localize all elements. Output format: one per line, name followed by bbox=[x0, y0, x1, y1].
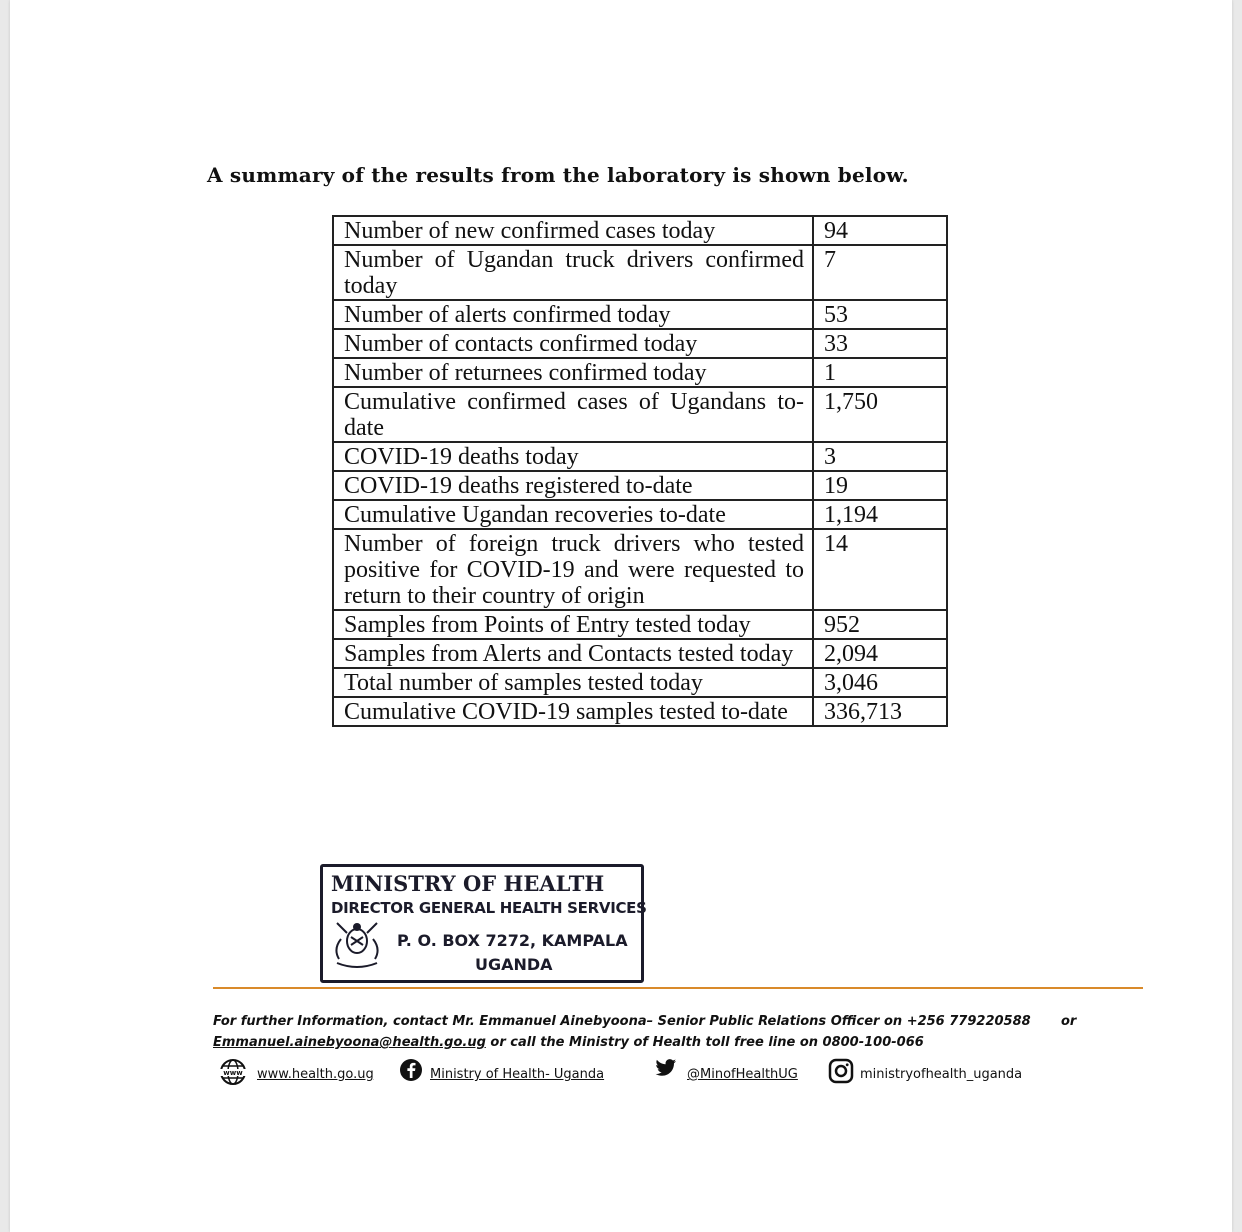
results-row bbox=[333, 300, 947, 329]
results-value-cell: 94 bbox=[813, 216, 947, 245]
results-value-cell: 3,046 bbox=[813, 668, 947, 697]
summary-heading: A summary of the results from the laboratory is shown below. bbox=[207, 163, 909, 187]
results-value-cell: 7 bbox=[813, 245, 947, 300]
contact-or: or bbox=[1061, 1014, 1077, 1029]
results-row bbox=[333, 668, 947, 697]
results-value-cell: 1,750 bbox=[813, 387, 947, 442]
results-row bbox=[333, 529, 947, 610]
lab-results-table bbox=[332, 215, 948, 727]
results-label-cell: Number of Ugandan truck drivers confirmed today bbox=[333, 245, 813, 300]
results-row bbox=[333, 245, 947, 300]
document-page bbox=[10, 0, 1232, 1232]
results-row bbox=[333, 329, 947, 358]
results-value-cell: 2,094 bbox=[813, 639, 947, 668]
instagram-link[interactable]: ministryofhealth_uganda bbox=[860, 1067, 1023, 1082]
svg-text:www: www bbox=[223, 1069, 243, 1077]
results-label-cell: Cumulative Ugandan recoveries to-date bbox=[333, 500, 813, 529]
results-value-cell: 14 bbox=[813, 529, 947, 610]
twitter-icon bbox=[655, 1058, 677, 1078]
twitter-link[interactable]: @MinofHealthUG bbox=[687, 1067, 798, 1082]
results-value-cell: 3 bbox=[813, 442, 947, 471]
results-label-cell: Number of returnees confirmed today bbox=[333, 358, 813, 387]
contact-email-link[interactable]: Emmanuel.ainebyoona@health.go.ug bbox=[213, 1035, 486, 1050]
results-value-cell: 33 bbox=[813, 329, 947, 358]
results-label-cell: Cumulative COVID-19 samples tested to-date bbox=[333, 697, 813, 726]
results-value-cell: 1,194 bbox=[813, 500, 947, 529]
results-label-cell: Number of contacts confirmed today bbox=[333, 329, 813, 358]
contact-line-2 bbox=[213, 1032, 1093, 1053]
results-row bbox=[333, 358, 947, 387]
results-label-cell: Samples from Alerts and Contacts tested today bbox=[333, 639, 813, 668]
stamp-country-line: UGANDA bbox=[475, 955, 553, 974]
results-label-cell: Total number of samples tested today bbox=[333, 668, 813, 697]
results-label-cell: Samples from Points of Entry tested today bbox=[333, 610, 813, 639]
results-label-cell: Cumulative confirmed cases of Ugandans to-date bbox=[333, 387, 813, 442]
results-label-cell: COVID-19 deaths registered to-date bbox=[333, 471, 813, 500]
contact-tollfree: or call the Ministry of Health toll free line on 0800-100-066 bbox=[485, 1035, 924, 1050]
results-row bbox=[333, 639, 947, 668]
results-value-cell: 1 bbox=[813, 358, 947, 387]
results-row bbox=[333, 500, 947, 529]
results-value-cell: 19 bbox=[813, 471, 947, 500]
results-value-cell: 53 bbox=[813, 300, 947, 329]
facebook-link[interactable]: Ministry of Health- Uganda bbox=[430, 1067, 605, 1082]
coat-of-arms-icon bbox=[329, 919, 385, 971]
results-row bbox=[333, 471, 947, 500]
stamp-address-line: P. O. BOX 7272, KAMPALA bbox=[397, 931, 628, 950]
results-label-cell: COVID-19 deaths today bbox=[333, 442, 813, 471]
results-value-cell: 952 bbox=[813, 610, 947, 639]
results-label-cell: Number of foreign truck drivers who tested positive for COVID-19 and were requested to return to their country of origin bbox=[333, 529, 813, 610]
ministry-stamp bbox=[320, 864, 647, 983]
results-row bbox=[333, 697, 947, 726]
globe-icon bbox=[218, 1058, 248, 1086]
results-row bbox=[333, 442, 947, 471]
footer-divider bbox=[213, 987, 1143, 989]
results-row bbox=[333, 610, 947, 639]
results-row bbox=[333, 387, 947, 442]
results-label-cell: Number of new confirmed cases today bbox=[333, 216, 813, 245]
instagram-icon bbox=[828, 1058, 854, 1084]
stamp-director-line: DIRECTOR GENERAL HEALTH SERVICES bbox=[331, 899, 647, 917]
contact-line-1: For further Information, contact Mr. Emmanuel Ainebyoona– Senior Public Relations Officer on +256 779220588 bbox=[213, 1014, 1031, 1029]
facebook-icon bbox=[399, 1058, 423, 1082]
website-link[interactable]: www.health.go.ug bbox=[257, 1067, 374, 1082]
results-row bbox=[333, 216, 947, 245]
contact-info bbox=[213, 1011, 1093, 1053]
stamp-ministry-line: MINISTRY OF HEALTH bbox=[331, 871, 605, 896]
results-value-cell: 336,713 bbox=[813, 697, 947, 726]
results-label-cell: Number of alerts confirmed today bbox=[333, 300, 813, 329]
